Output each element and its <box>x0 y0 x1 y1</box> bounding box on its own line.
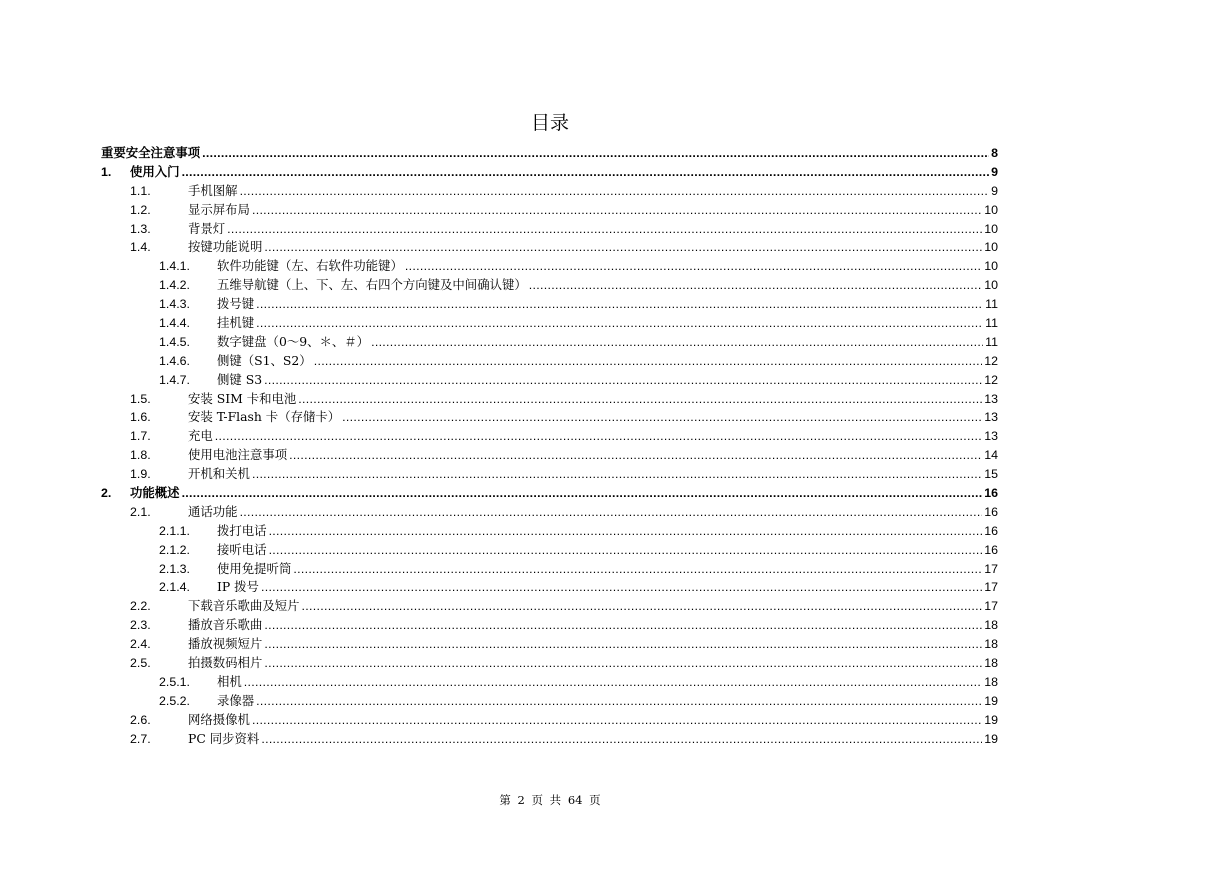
toc-entry-number: 2.1.4. <box>159 580 191 595</box>
toc-dot-leader <box>371 333 983 352</box>
toc-entry-number: 1.2. <box>130 202 151 217</box>
toc-entry-title: 通话功能 <box>188 503 238 519</box>
toc-entry-title: PC 同步资料 <box>188 730 260 746</box>
toc-entry[interactable] <box>101 560 998 579</box>
toc-entry-page-number: 17 <box>984 561 998 576</box>
toc-entry[interactable] <box>101 673 998 692</box>
toc-entry-page-number: 14 <box>984 448 998 463</box>
toc-entry-title: 使用电池注意事项 <box>188 447 288 463</box>
toc-entry-page-number: 12 <box>984 372 998 387</box>
toc-entry-number: 2.1.1. <box>159 523 191 538</box>
toc-dot-leader <box>215 427 982 446</box>
toc-dot-leader <box>293 560 982 579</box>
toc-entry[interactable] <box>101 220 998 239</box>
toc-dot-leader <box>529 276 982 295</box>
toc-dot-leader <box>256 692 982 711</box>
toc-entry-page-number: 17 <box>984 599 998 614</box>
toc-entry-page-number: 18 <box>984 674 998 689</box>
toc-entry-number: 2.1.2. <box>159 542 191 557</box>
toc-entry-page-number: 9 <box>991 164 998 179</box>
toc-dot-leader <box>252 201 982 220</box>
toc-entry[interactable] <box>101 711 998 730</box>
toc-entry-number: 1.7. <box>130 429 151 444</box>
toc-entry[interactable] <box>101 238 998 257</box>
toc-dot-leader <box>269 522 983 541</box>
toc-entry-number: 1.4.5. <box>159 334 191 349</box>
toc-entry-number: 1.9. <box>130 467 151 482</box>
toc-dot-leader <box>264 635 982 654</box>
toc-dot-leader <box>405 257 982 276</box>
toc-entry-title: 功能概述 <box>130 485 180 501</box>
toc-entry[interactable] <box>101 390 998 409</box>
toc-entry-page-number: 11 <box>985 297 998 312</box>
toc-entry-number: 2.2. <box>130 599 151 614</box>
toc-dot-leader <box>264 371 982 390</box>
toc-entry-number: 2.7. <box>130 731 151 746</box>
toc-entry[interactable] <box>101 597 998 616</box>
toc-entry[interactable] <box>101 276 998 295</box>
toc-entry-number: 1.4.7. <box>159 372 191 387</box>
toc-entry-title: 使用免提听筒 <box>217 560 292 576</box>
toc-entry-page-number: 10 <box>984 278 998 293</box>
toc-entry-number: 1.4. <box>130 240 151 255</box>
toc-entry-title: 下载音乐歌曲及短片 <box>188 598 300 614</box>
toc-entry[interactable] <box>101 144 998 163</box>
toc-entry-page-number: 16 <box>984 523 998 538</box>
toc-entry[interactable] <box>101 257 998 276</box>
toc-entry-page-number: 10 <box>984 259 998 274</box>
toc-entry-page-number: 19 <box>984 712 998 727</box>
toc-entry-title: 拨号键 <box>217 296 255 312</box>
toc-entry-title: IP 拨号 <box>217 579 259 595</box>
toc-entry-title: 安装 T-Flash 卡（存储卡） <box>188 409 341 425</box>
toc-entry[interactable] <box>101 578 998 597</box>
toc-entry-page-number: 17 <box>984 580 998 595</box>
toc-entry-page-number: 15 <box>984 467 998 482</box>
toc-entry-title: 五维导航键（上、下、左、右四个方向键及中间确认键） <box>217 277 527 293</box>
toc-entry-title: 背景灯 <box>188 220 226 236</box>
toc-dot-leader <box>252 711 982 730</box>
toc-dot-leader <box>314 352 983 371</box>
toc-entry-number: 2.5.1. <box>159 674 191 689</box>
toc-dot-leader <box>240 182 990 201</box>
toc-entry-number: 2.3. <box>130 618 151 633</box>
toc-entry[interactable] <box>101 484 998 503</box>
toc-entry-number: 1. <box>101 164 112 179</box>
toc-entry[interactable] <box>101 352 998 371</box>
toc-dot-leader <box>302 597 983 616</box>
toc-entry[interactable] <box>101 654 998 673</box>
toc-entry-title: 相机 <box>217 673 242 689</box>
toc-entry-title: 拍摄数码相片 <box>188 655 263 671</box>
toc-entry[interactable] <box>101 371 998 390</box>
toc-entry[interactable] <box>101 730 998 749</box>
toc-entry[interactable] <box>101 635 998 654</box>
toc-dot-leader <box>244 673 982 692</box>
toc-entry-title: 开机和关机 <box>188 466 250 482</box>
toc-entry-page-number: 10 <box>984 240 998 255</box>
toc-entry-title: 侧键 S3 <box>217 371 263 387</box>
toc-dot-leader <box>264 654 982 673</box>
toc-entry-page-number: 16 <box>984 486 998 501</box>
toc-entry-title: 安装 SIM 卡和电池 <box>188 390 297 406</box>
toc-entry-number: 1.4.3. <box>159 297 191 312</box>
toc-entry-page-number: 19 <box>984 731 998 746</box>
toc-entry-number: 2.1. <box>130 504 151 519</box>
toc-dot-leader <box>289 446 982 465</box>
toc-entry[interactable] <box>101 333 998 352</box>
toc-entry-page-number: 11 <box>985 334 998 349</box>
toc-entry-page-number: 8 <box>991 146 998 160</box>
toc-dot-leader <box>252 465 982 484</box>
toc-entry-title: 侧键（S1、S2） <box>217 352 312 368</box>
toc-entry[interactable] <box>101 182 998 201</box>
toc-entry-page-number: 12 <box>984 353 998 368</box>
toc-entry-number: 2.5.2. <box>159 693 191 708</box>
toc-entry-title: 重要安全注意事项 <box>101 145 201 160</box>
toc-entry-title: 播放视频短片 <box>188 636 263 652</box>
toc-dot-leader <box>256 295 983 314</box>
toc-dot-leader <box>182 163 990 182</box>
toc-entry-number: 1.1. <box>130 183 151 198</box>
toc-entry[interactable] <box>101 314 998 333</box>
toc-entry[interactable] <box>101 503 998 522</box>
toc-entry-title: 数字键盘（0～9、＊、＃） <box>217 333 370 349</box>
toc-entry-title: 拨打电话 <box>217 522 267 538</box>
toc-entry-page-number: 13 <box>984 391 998 406</box>
toc-dot-leader <box>182 484 983 503</box>
toc-dot-leader <box>269 541 983 560</box>
toc-dot-leader <box>202 144 989 163</box>
toc-entry-title: 播放音乐歌曲 <box>188 617 263 633</box>
toc-entry-page-number: 9 <box>991 183 998 198</box>
toc-entry-page-number: 13 <box>984 429 998 444</box>
toc-entry-number: 2.6. <box>130 712 151 727</box>
table-of-contents <box>101 144 998 749</box>
toc-entry-title: 充电 <box>188 428 213 444</box>
toc-entry-title: 录像器 <box>217 692 255 708</box>
toc-entry-page-number: 18 <box>984 656 998 671</box>
toc-entry[interactable] <box>101 616 998 635</box>
toc-dot-leader <box>261 730 982 749</box>
toc-entry[interactable] <box>101 295 998 314</box>
page-footer: 第 2 页 共 64 页 <box>499 793 601 807</box>
toc-entry[interactable] <box>101 465 998 484</box>
toc-entry-title: 显示屏布局 <box>188 201 250 217</box>
toc-entry-page-number: 16 <box>984 542 998 557</box>
toc-dot-leader <box>264 616 982 635</box>
toc-entry[interactable] <box>101 541 998 560</box>
toc-entry[interactable] <box>101 522 998 541</box>
toc-entry-page-number: 11 <box>985 316 998 331</box>
toc-entry[interactable] <box>101 201 998 220</box>
toc-entry-title: 按键功能说明 <box>188 239 263 255</box>
toc-entry-page-number: 13 <box>984 410 998 425</box>
toc-dot-leader <box>264 238 982 257</box>
toc-entry-page-number: 19 <box>984 693 998 708</box>
toc-entry[interactable] <box>101 692 998 711</box>
toc-entry-title: 使用入门 <box>130 163 180 179</box>
toc-entry-title: 挂机键 <box>217 315 255 331</box>
toc-entry-page-number: 18 <box>984 618 998 633</box>
toc-entry[interactable] <box>101 408 998 427</box>
toc-entry-number: 1.4.2. <box>159 278 191 293</box>
toc-entry-title: 软件功能键（左、右软件功能键） <box>217 258 403 274</box>
toc-entry-number: 2. <box>101 486 112 501</box>
toc-entry-number: 1.8. <box>130 448 151 463</box>
toc-dot-leader <box>256 314 983 333</box>
toc-entry-page-number: 10 <box>984 221 998 236</box>
toc-entry-number: 2.4. <box>130 637 151 652</box>
page-title: 目录 <box>530 112 569 134</box>
toc-entry-number: 2.5. <box>130 656 151 671</box>
toc-entry-title: 手机图解 <box>188 182 238 198</box>
toc-entry[interactable] <box>101 427 998 446</box>
toc-dot-leader <box>240 503 983 522</box>
toc-entry-title: 接听电话 <box>217 541 267 557</box>
toc-dot-leader <box>298 390 982 409</box>
toc-dot-leader <box>227 220 982 239</box>
toc-entry-number: 1.5. <box>130 391 151 406</box>
toc-entry-title: 网络摄像机 <box>188 711 250 727</box>
toc-entry-page-number: 16 <box>984 504 998 519</box>
toc-entry[interactable] <box>101 163 998 182</box>
toc-entry-page-number: 18 <box>984 637 998 652</box>
toc-entry-number: 1.4.4. <box>159 316 191 331</box>
toc-entry-page-number: 10 <box>984 202 998 217</box>
toc-entry-number: 2.1.3. <box>159 561 191 576</box>
toc-dot-leader <box>342 408 982 427</box>
toc-dot-leader <box>261 578 982 597</box>
toc-entry-number: 1.4.1. <box>159 259 191 274</box>
toc-entry[interactable] <box>101 446 998 465</box>
toc-entry-number: 1.4.6. <box>159 353 191 368</box>
toc-entry-number: 1.3. <box>130 221 151 236</box>
toc-entry-number: 1.6. <box>130 410 151 425</box>
